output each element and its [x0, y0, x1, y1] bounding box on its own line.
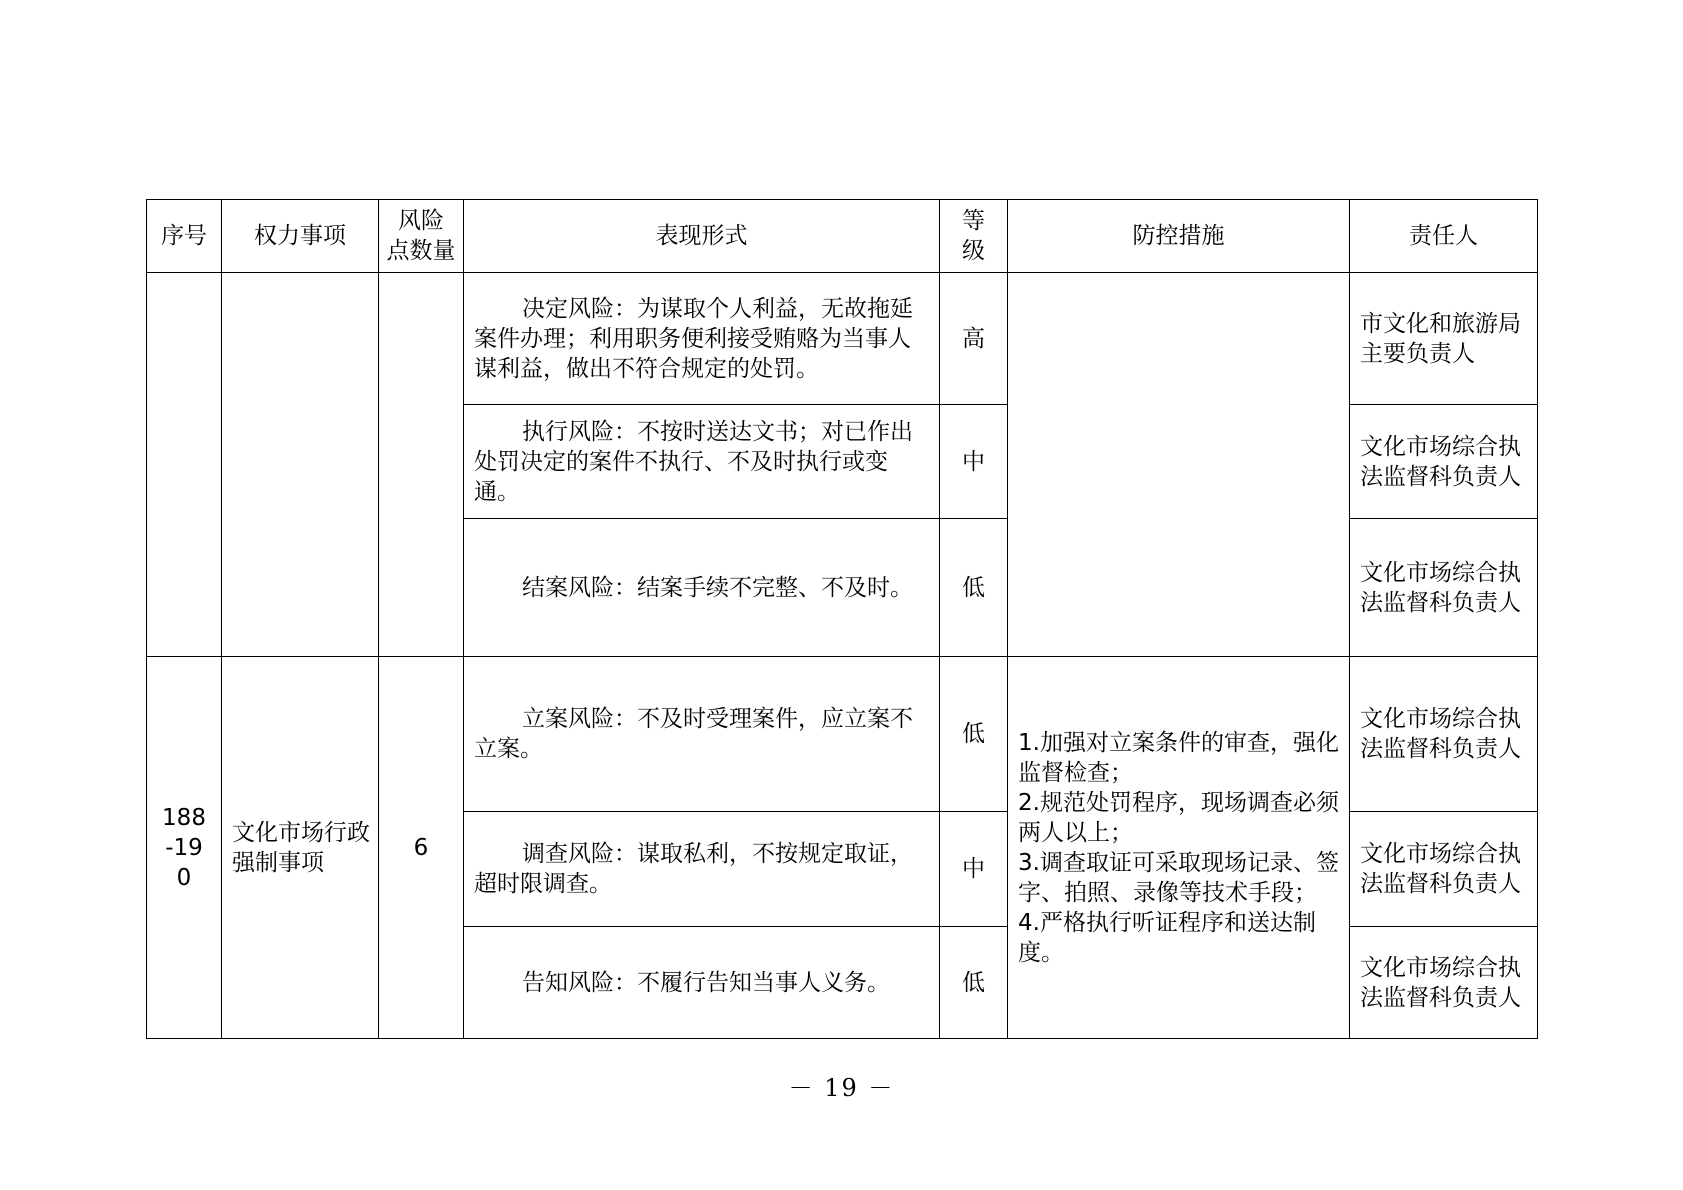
measure-item: 3.调查取证可采取现场记录、签字、拍照、录像等技术手段；: [1018, 849, 1339, 906]
measure-item: 2.规范处罚程序，现场调查必须两人以上；: [1018, 789, 1339, 846]
level-cell: 中: [940, 812, 1008, 927]
seq-line1: 188: [162, 804, 206, 831]
header-level: [940, 200, 1008, 273]
seq-cell: [147, 657, 222, 1039]
group1-seq-cell: [147, 273, 222, 657]
header-row: [147, 200, 1538, 273]
level-cell: 低: [940, 927, 1008, 1039]
manifestation-cell: 调查风险：谋取私利，不按规定取证，超时限调查。: [464, 812, 940, 927]
risk-control-table: [146, 199, 1538, 1039]
person-cell: 文化市场综合执法监督科负责人: [1350, 812, 1538, 927]
manifestation-cell: 结案风险：结案手续不完整、不及时。: [464, 519, 940, 657]
header-person: 责任人: [1350, 200, 1538, 273]
manifestation-cell: 决定风险：为谋取个人利益，无故拖延案件办理；利用职务便利接受贿赂为当事人谋利益，做出不符合规定的处罚。: [464, 273, 940, 405]
header-seq: 序号: [147, 200, 222, 273]
seq-line3: 0: [176, 864, 192, 891]
header-risk-count-line1: 风险: [398, 208, 444, 234]
person-cell: 文化市场综合执法监督科负责人: [1350, 927, 1538, 1039]
measures-cell: [1008, 657, 1350, 1039]
measure-item: 4.严格执行听证程序和送达制度。: [1018, 909, 1316, 966]
level-cell: 低: [940, 519, 1008, 657]
group1-measures-cell: [1008, 273, 1350, 657]
person-cell: 市文化和旅游局主要负责人: [1350, 273, 1538, 405]
level-cell: 中: [940, 405, 1008, 519]
table-row: [147, 657, 1538, 812]
header-level-line1: 等: [962, 208, 985, 234]
header-measures: 防控措施: [1008, 200, 1350, 273]
level-cell: 低: [940, 657, 1008, 812]
power-item-cell: 文化市场行政强制事项: [222, 657, 379, 1039]
header-risk-count: [379, 200, 464, 273]
header-manifestation: 表现形式: [464, 200, 940, 273]
group1-risk-count-cell: [379, 273, 464, 657]
manifestation-cell: 执行风险：不按时送达文书；对已作出处罚决定的案件不执行、不及时执行或变通。: [464, 405, 940, 519]
header-power: 权力事项: [222, 200, 379, 273]
level-cell: 高: [940, 273, 1008, 405]
header-level-line2: 级: [962, 238, 985, 264]
group1-power-cell: [222, 273, 379, 657]
table-row: [147, 273, 1538, 405]
risk-count-cell: 6: [379, 657, 464, 1039]
person-cell: 文化市场综合执法监督科负责人: [1350, 405, 1538, 519]
manifestation-cell: 立案风险：不及时受理案件，应立案不立案。: [464, 657, 940, 812]
manifestation-cell: 告知风险：不履行告知当事人义务。: [464, 927, 940, 1039]
measure-item: 1.加强对立案条件的审查，强化监督检查；: [1018, 729, 1339, 786]
page-number: － 19 －: [788, 1074, 895, 1102]
person-cell: 文化市场综合执法监督科负责人: [1350, 519, 1538, 657]
seq-line2: -19: [165, 834, 203, 861]
person-cell: 文化市场综合执法监督科负责人: [1350, 657, 1538, 812]
header-risk-count-line2: 点数量: [386, 238, 456, 264]
